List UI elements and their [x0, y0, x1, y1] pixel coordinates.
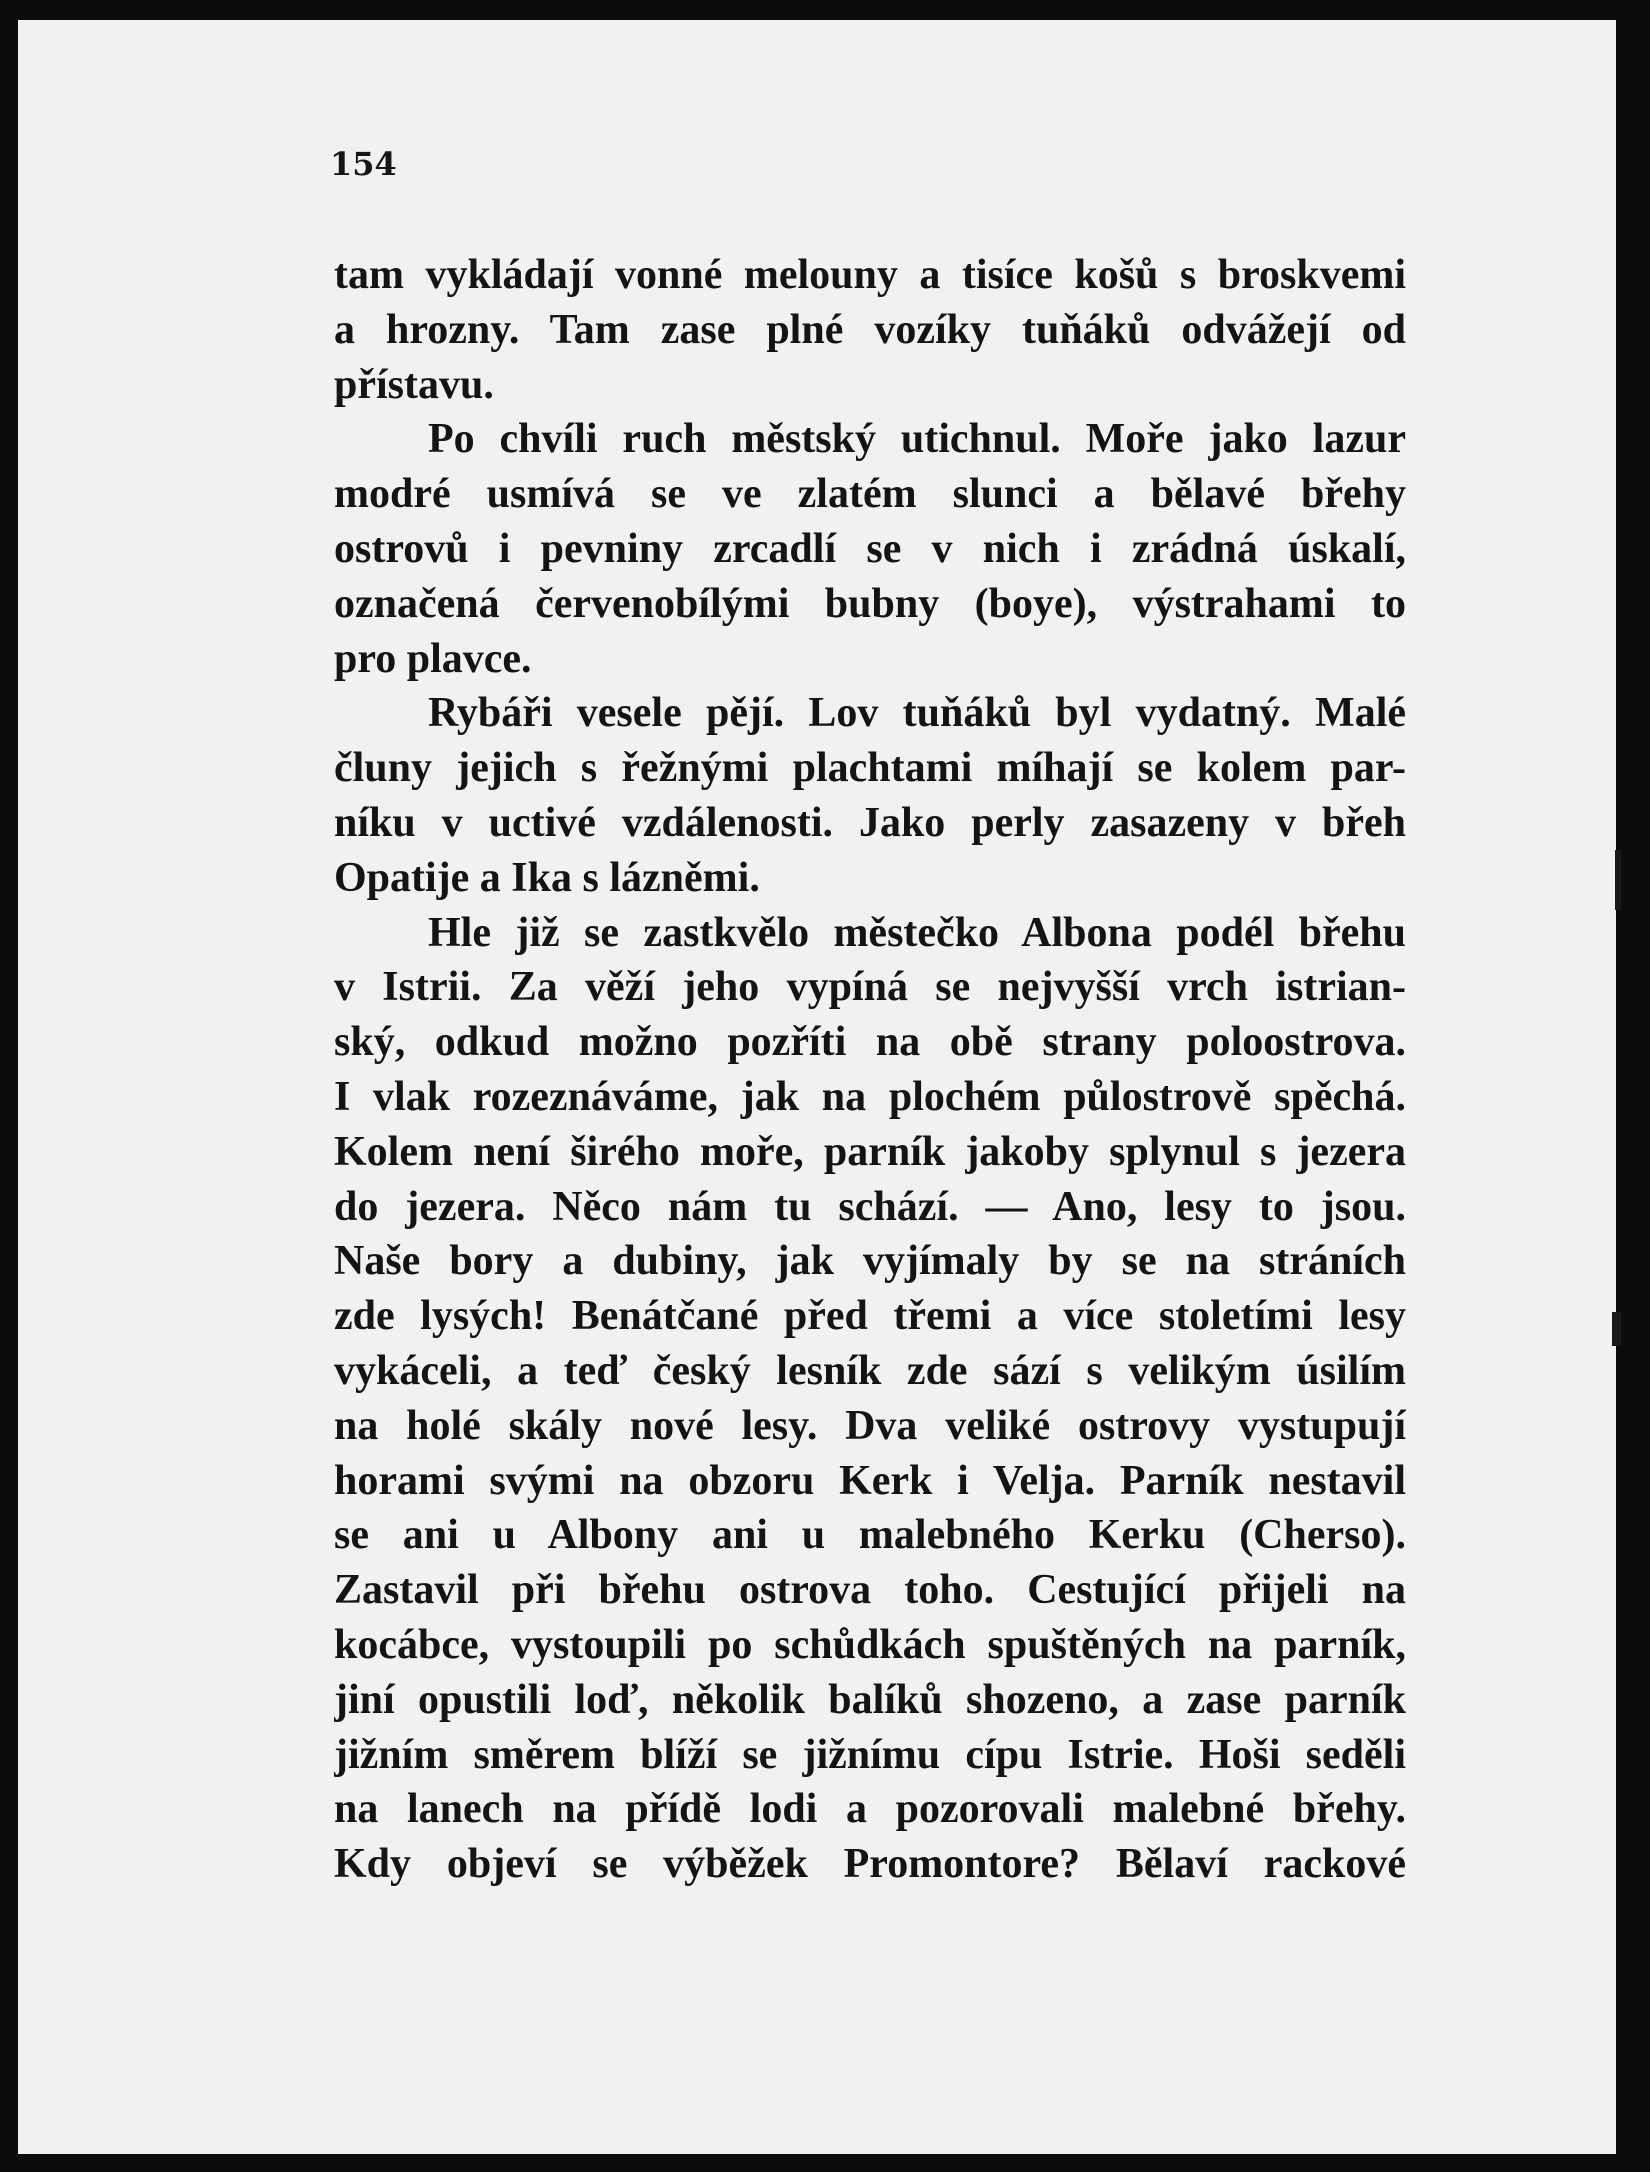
text-line: jižním směrem blíží se jižnímu cípu Istrie. Hoši seděli — [334, 1731, 1406, 1778]
text-line: čluny jejich s řežnými plachtami míhají se kolem par- — [334, 745, 1406, 792]
text-line: horami svými na obzoru Kerk i Velja. Parník nestavil — [334, 1457, 1406, 1504]
text-line: v Istrii. Za věží jeho vypíná se nejvyšší vrch istrian- — [334, 964, 1406, 1011]
text-line: zde lysých! Benátčané před třemi a více stoletími lesy — [334, 1293, 1406, 1340]
text-line: ostrovů i pevniny zrcadlí se v nich i zrádná úskalí, — [334, 525, 1406, 572]
text-line: na holé skály nové lesy. Dva veliké ostrovy vystupují — [334, 1402, 1406, 1449]
text-line: vykáceli, a teď český lesník zde sází s velikým úsilím — [334, 1347, 1406, 1394]
text-line: modré usmívá se ve zlatém slunci a bělavé břehy — [334, 471, 1406, 518]
paragraph — [334, 686, 1406, 905]
text-line: Kdy objeví se výběžek Promontore? Bělaví rackové — [334, 1841, 1406, 1888]
page-number: 154 — [330, 145, 397, 183]
scan-artifact-mark — [1612, 1312, 1621, 1346]
body-text — [334, 248, 1406, 1892]
text-line: ský, odkud možno pozříti na obě strany poloostrova. — [334, 1019, 1406, 1066]
text-line: označená červenobílými bubny (boye), výstrahami to — [334, 580, 1406, 627]
text-line: Hle již se zastkvělo městečko Albona podél břehu — [428, 909, 1406, 956]
text-line: Kolem není širého moře, parník jakoby splynul s jezera — [334, 1128, 1406, 1175]
paragraph — [334, 412, 1406, 686]
text-line: Po chvíli ruch městský utichnul. Moře jako lazur — [428, 416, 1406, 463]
text-line: přístavu. — [334, 361, 494, 408]
book-page — [18, 20, 1616, 2154]
paragraph — [334, 906, 1406, 1892]
text-line: a hrozny. Tam zase plné vozíky tuňáků odvážejí od — [334, 306, 1406, 353]
text-line: se ani u Albony ani u malebného Kerku (Cherso). — [334, 1512, 1406, 1559]
text-line: kocábce, vystoupili po schůdkách spuštěných na parník, — [334, 1621, 1406, 1668]
text-line: Naše bory a dubiny, jak vyjímaly by se na stráních — [334, 1238, 1406, 1285]
text-line: tam vykládají vonné melouny a tisíce košů s broskvemi — [334, 252, 1406, 298]
scan-artifact-mark — [1615, 850, 1621, 910]
paragraph — [334, 248, 1406, 412]
text-line: I vlak rozeznáváme, jak na plochém půlostrově spěchá. — [334, 1073, 1406, 1120]
text-line: Rybáři vesele pějí. Lov tuňáků byl vydatný. Malé — [428, 690, 1406, 737]
text-line: jiní opustili loď, několik balíků shozeno, a zase parník — [334, 1676, 1406, 1723]
text-line: Zastavil při břehu ostrova toho. Cestující přijeli na — [334, 1567, 1406, 1614]
text-line: na lanech na přídě lodi a pozorovali malebné břehy. — [334, 1786, 1406, 1833]
text-line: níku v uctivé vzdálenosti. Jako perly zasazeny v břeh — [334, 799, 1406, 846]
text-line: do jezera. Něco nám tu schází. — Ano, lesy to jsou. — [334, 1183, 1406, 1230]
text-line: Opatije a Ika s lázněmi. — [334, 854, 760, 901]
text-line: pro plavce. — [334, 635, 532, 682]
